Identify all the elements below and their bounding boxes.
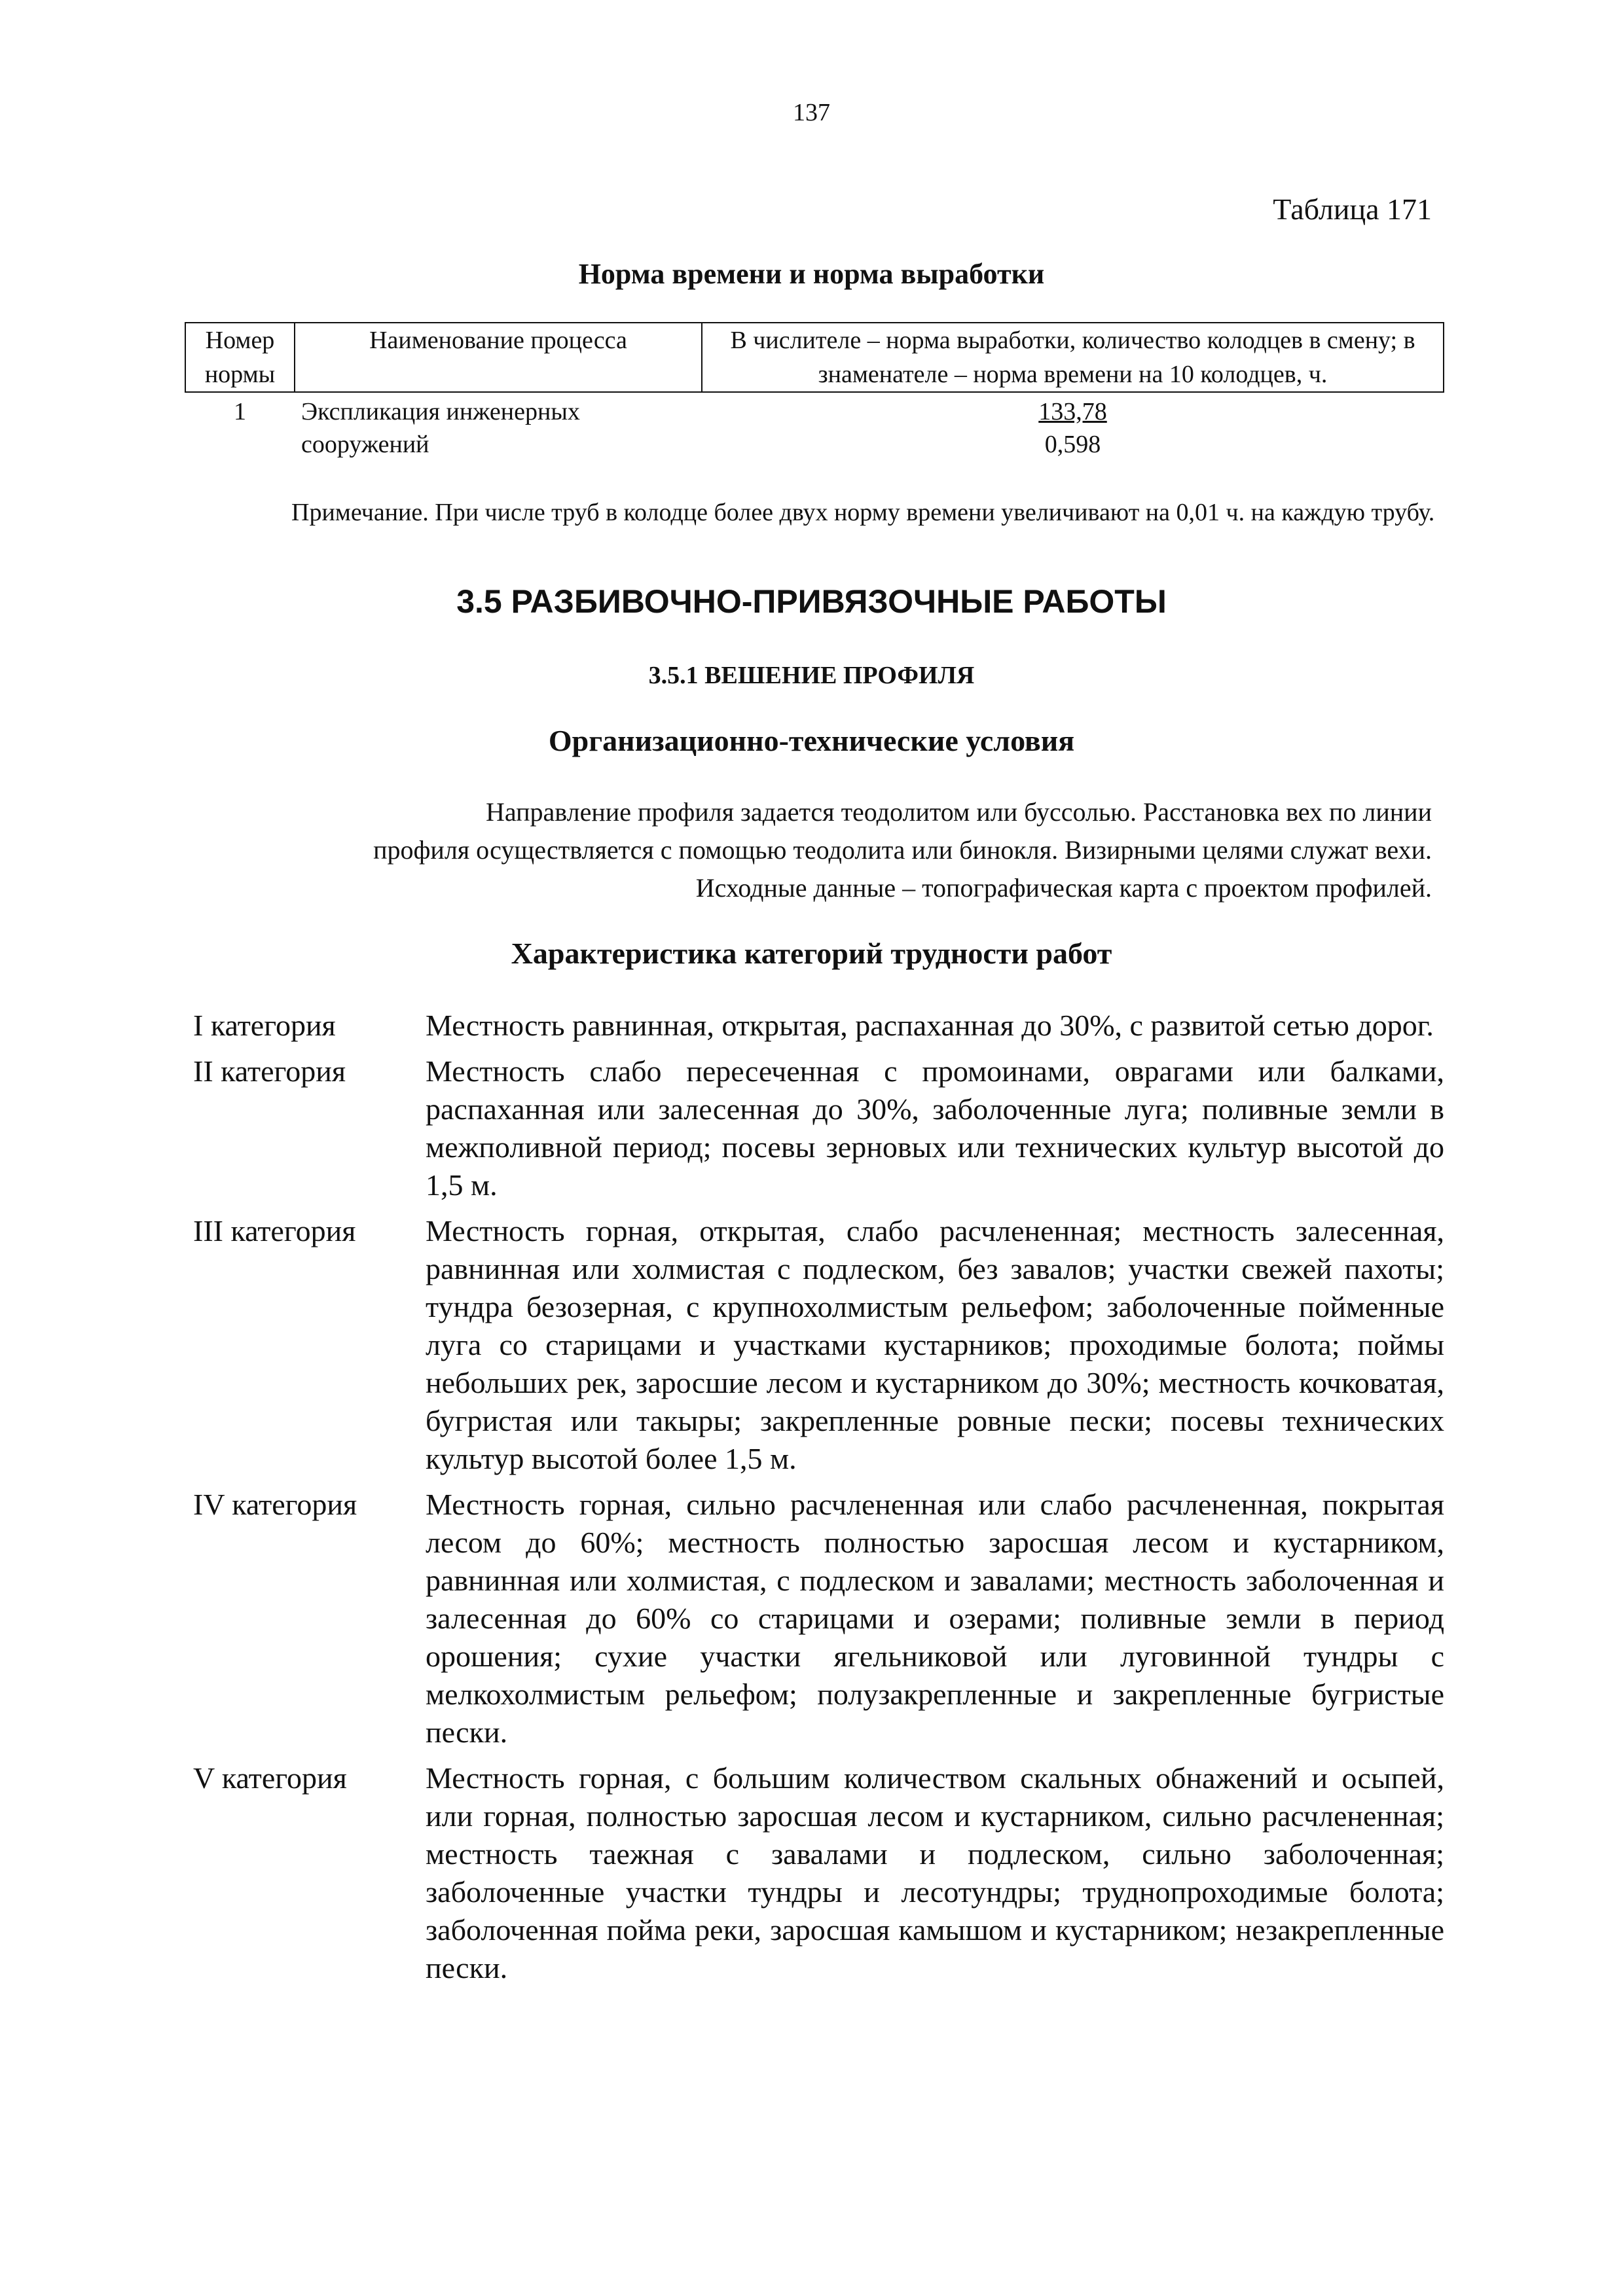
category-label: I категория (193, 1009, 336, 1042)
conditions-line: Исходные данные – топографическая карта с проектом профилей. (695, 873, 1432, 903)
category-label: III категория (193, 1214, 356, 1247)
section-heading: 3.5 РАЗБИВОЧНО-ПРИВЯЗОЧНЫЕ РАБОТЫ (456, 583, 1167, 620)
categories-list (193, 1007, 1444, 1995)
conditions-line: Направление профиля задается теодолитом или буссолью. Расстановка вех по линии (486, 797, 1432, 827)
row-norm-cell (702, 392, 1444, 461)
category-item (193, 1759, 1444, 1987)
header-number: Номер нормы (185, 323, 295, 392)
header-norm: В числителе – норма выработки, количество колодцев в смену; в знаменателе – норма времени на 10 колодцев, ч. (702, 323, 1444, 392)
row-number: 1 (234, 398, 246, 425)
table-label: Таблица 171 (1273, 192, 1432, 226)
category-description: Местность горная, с большим количеством скальных обнажений и осыпей, или горная, полностью заросшая лесом и кустарником, сильно расчлененная; местность таежная с завалами и подлеском, сильно заболоченная; заболоченные участки тундры и лесотундры; труднопроходимые болота; заболоченная пойма реки, заросшая камышом и кустарником; незакрепленные пески. (426, 1761, 1444, 1984)
category-description: Местность равнинная, открытая, распаханная до 30%, с развитой сетью дорог. (426, 1009, 1434, 1042)
category-description: Местность горная, сильно расчлененная или слабо расчлененная, покрытая лесом до 60%; местность полностью заросшая лесом и кустарником, равнинная или холмистая, с подлеском и завалами; местность заболоченная и залесенная до 60% со старицами и озерами; поливные земли в период орошения; сухие участки ягельниковой или луговинной тундры с мелкохолмистым рельефом; полузакрепленные и закрепленные бугристые пески. (426, 1488, 1444, 1749)
category-description: Местность слабо пересеченная с промоинами, оврагами или балками, распаханная или залесенная до 30%, заболоченные луга; поливные земли в межполивной период; посевы зерновых или технических культур высотой до 1,5 м. (426, 1054, 1444, 1202)
category-label: IV категория (193, 1488, 357, 1521)
table-row (185, 392, 1444, 461)
category-item (193, 1212, 1444, 1478)
subsection-heading: 3.5.1 ВЕШЕНИЕ ПРОФИЛЯ (648, 662, 975, 689)
row-process-name: Экспликация инженерных сооружений (301, 398, 580, 458)
table-header-row (185, 323, 1444, 392)
conditions-heading: Организационно-технические условия (548, 724, 1075, 757)
conditions-paragraph (155, 793, 1432, 907)
category-item (193, 1052, 1444, 1204)
norm-numerator: 133,78 (1038, 398, 1107, 425)
header-process: Наименование процесса (295, 323, 702, 392)
table-note: Примечание. При числе труб в колодце более двух норму времени увеличивают на 0,01 ч. на каждую трубу. (291, 499, 1435, 526)
categories-heading: Характеристика категорий трудности работ (511, 937, 1112, 970)
category-label: V категория (193, 1761, 347, 1795)
conditions-line: профиля осуществляется с помощью теодолита или бинокля. Визирными целями служат вехи. (373, 835, 1432, 865)
category-description: Местность горная, открытая, слабо расчлененная; местность залесенная, равнинная или холмистая с подлеском, без завалов; участки свежей пахоты; тундра безозерная, с крупнохолмистым рельефом; заболоченные пойменные луга со старицами и участками кустарников; проходимые болота; поймы небольших рек, заросшие лесом и кустарником до 30%; местность кочковатая, бугристая или такыры; закрепленные ровные пески; посевы технических культур высотой более 1,5 м. (426, 1214, 1444, 1475)
table-title: Норма времени и норма выработки (578, 258, 1045, 290)
norm-table (185, 322, 1444, 461)
page-number: 137 (793, 99, 830, 126)
category-item (193, 1486, 1444, 1751)
norm-denominator: 0,598 (1044, 431, 1101, 458)
category-item (193, 1007, 1444, 1045)
category-label: II категория (193, 1054, 346, 1088)
